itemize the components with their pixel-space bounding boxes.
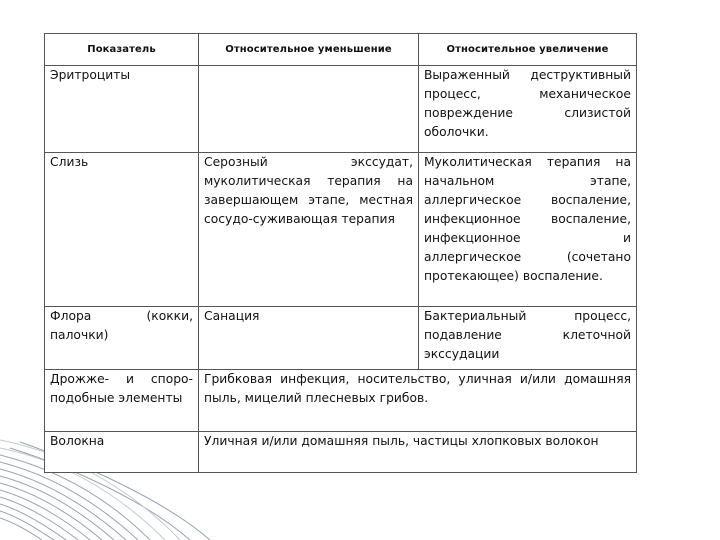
cell-indicator: Эритроциты	[45, 66, 199, 153]
cell-increase: Бактериальный процесс, подавление клеточной экссудации	[419, 307, 637, 370]
indicators-table	[44, 33, 637, 473]
header-indicator: Показатель	[45, 34, 199, 66]
cell-indicator: Слизь	[45, 153, 199, 307]
table-header-row	[45, 34, 637, 66]
cell-decrease: Серозный экссудат, муколитическая терапия на завершающем этапе, местная сосудо-суживающая терапия	[199, 153, 419, 307]
header-decrease: Относительное уменьшение	[199, 34, 419, 66]
table-row	[45, 66, 637, 153]
table-row	[45, 153, 637, 307]
cell-indicator: Флора (кокки, палочки)	[45, 307, 199, 370]
cell-increase: Муколитическая терапия на начальном этапе, аллергическое воспаление, инфекционное воспаление, инфекционное и аллергическое (сочетано протекающее) воспаление.	[419, 153, 637, 307]
table-row	[45, 432, 637, 473]
cell-merged: Уличная и/или домашняя пыль, частицы хлопковых волокон	[199, 432, 637, 473]
cell-decrease	[199, 66, 419, 153]
cell-decrease: Санация	[199, 307, 419, 370]
header-increase: Относительное увеличение	[419, 34, 637, 66]
cell-increase: Выраженный деструктивный процесс, механическое повреждение слизистой оболочки.	[419, 66, 637, 153]
cell-merged: Грибковая инфекция, носительство, уличная и/или домашняя пыль, мицелий плесневых грибов.	[199, 370, 637, 432]
table-row	[45, 370, 637, 432]
table-row	[45, 307, 637, 370]
cell-indicator: Дрожже- и споро-подобные элементы	[45, 370, 199, 432]
cell-indicator: Волокна	[45, 432, 199, 473]
